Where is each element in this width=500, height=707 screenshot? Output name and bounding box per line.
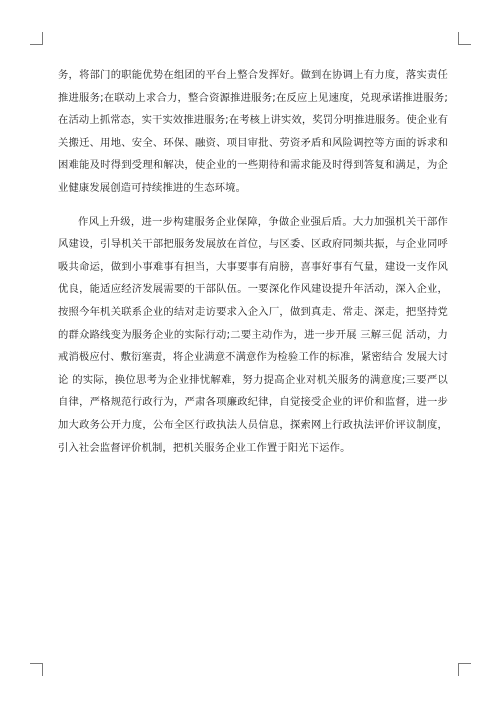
text-line: 论 的实际，换位思考为企业排忧解难，努力提高企业对机关服务的满意度;三要严以 [58, 373, 448, 386]
text-line: 关搬迁、用地、安全、环保、融资、项目审批、劳资矛盾和风险调控等方面的诉求和 [58, 136, 448, 149]
body-text [58, 64, 448, 459]
text-line: 的群众路线变为服务企业的实际行动;二要主动作为，进一步开展 三解三促 活动，力 [58, 328, 448, 341]
text-line: 务，将部门的职能优势在组团的平台上整合发挥好。做到在协调上有力度，落实责任 [58, 69, 448, 81]
crop-mark-top-right [458, 32, 471, 45]
text-line: 按照今年机关联系企业的结对走访要求入企入厂，做到真走、常走、深走，把坚持党 [58, 305, 448, 318]
text-line: 在活动上抓常态，实干实效推进服务;在考核上讲实效，奖罚分明推进服务。使企业有 [58, 114, 448, 127]
text-line: 引入社会监督评价机制，把机关服务企业工作置于阳光下运作。 [58, 441, 351, 454]
crop-mark-bottom-right [458, 663, 471, 676]
text-line: 戒消极应付、敷衍塞责，将企业满意不满意作为检验工作的标准，紧密结合 发展大讨 [58, 351, 448, 364]
text-line: 困难能及时得到受理和解决，使企业的一些期待和需求能及时得到答复和满足，为企 [58, 159, 448, 172]
text-line: 加大政务公开力度，公布全区行政执法人员信息，探索网上行政执法评价评议制度， [58, 418, 448, 431]
text-line: 推进服务;在联动上求合力，整合资源推进服务;在反应上见速度，兑现承诺推进服务; [58, 91, 448, 104]
text-line: 业健康发展创造可持续推进的生态环境。 [58, 181, 247, 194]
text-line: 作风上升级，进一步构建服务企业保障，争做企业强后盾。大力加强机关干部作 [78, 215, 448, 228]
paragraph-2 [58, 211, 448, 460]
crop-mark-top-left [30, 32, 43, 45]
text-line: 自律，严格规范行政行为，严肃各项廉政纪律，自觉接受企业的评价和监督，进一步 [58, 396, 448, 409]
text-line: 风建设，引导机关干部把服务发展放在首位，与区委、区政府同频共振，与企业同呼 [58, 238, 448, 251]
paragraph-1 [58, 64, 448, 200]
paragraph-gap [58, 200, 448, 211]
text-line: 吸共命运，做到小事难事有担当，大事要事有肩膀，喜事好事有气量，建设一支作风 [58, 260, 448, 273]
crop-mark-bottom-left [30, 663, 43, 676]
text-line: 优良，能适应经济发展需要的干部队伍。一要深化作风建设提升年活动，深入企业， [58, 283, 448, 296]
